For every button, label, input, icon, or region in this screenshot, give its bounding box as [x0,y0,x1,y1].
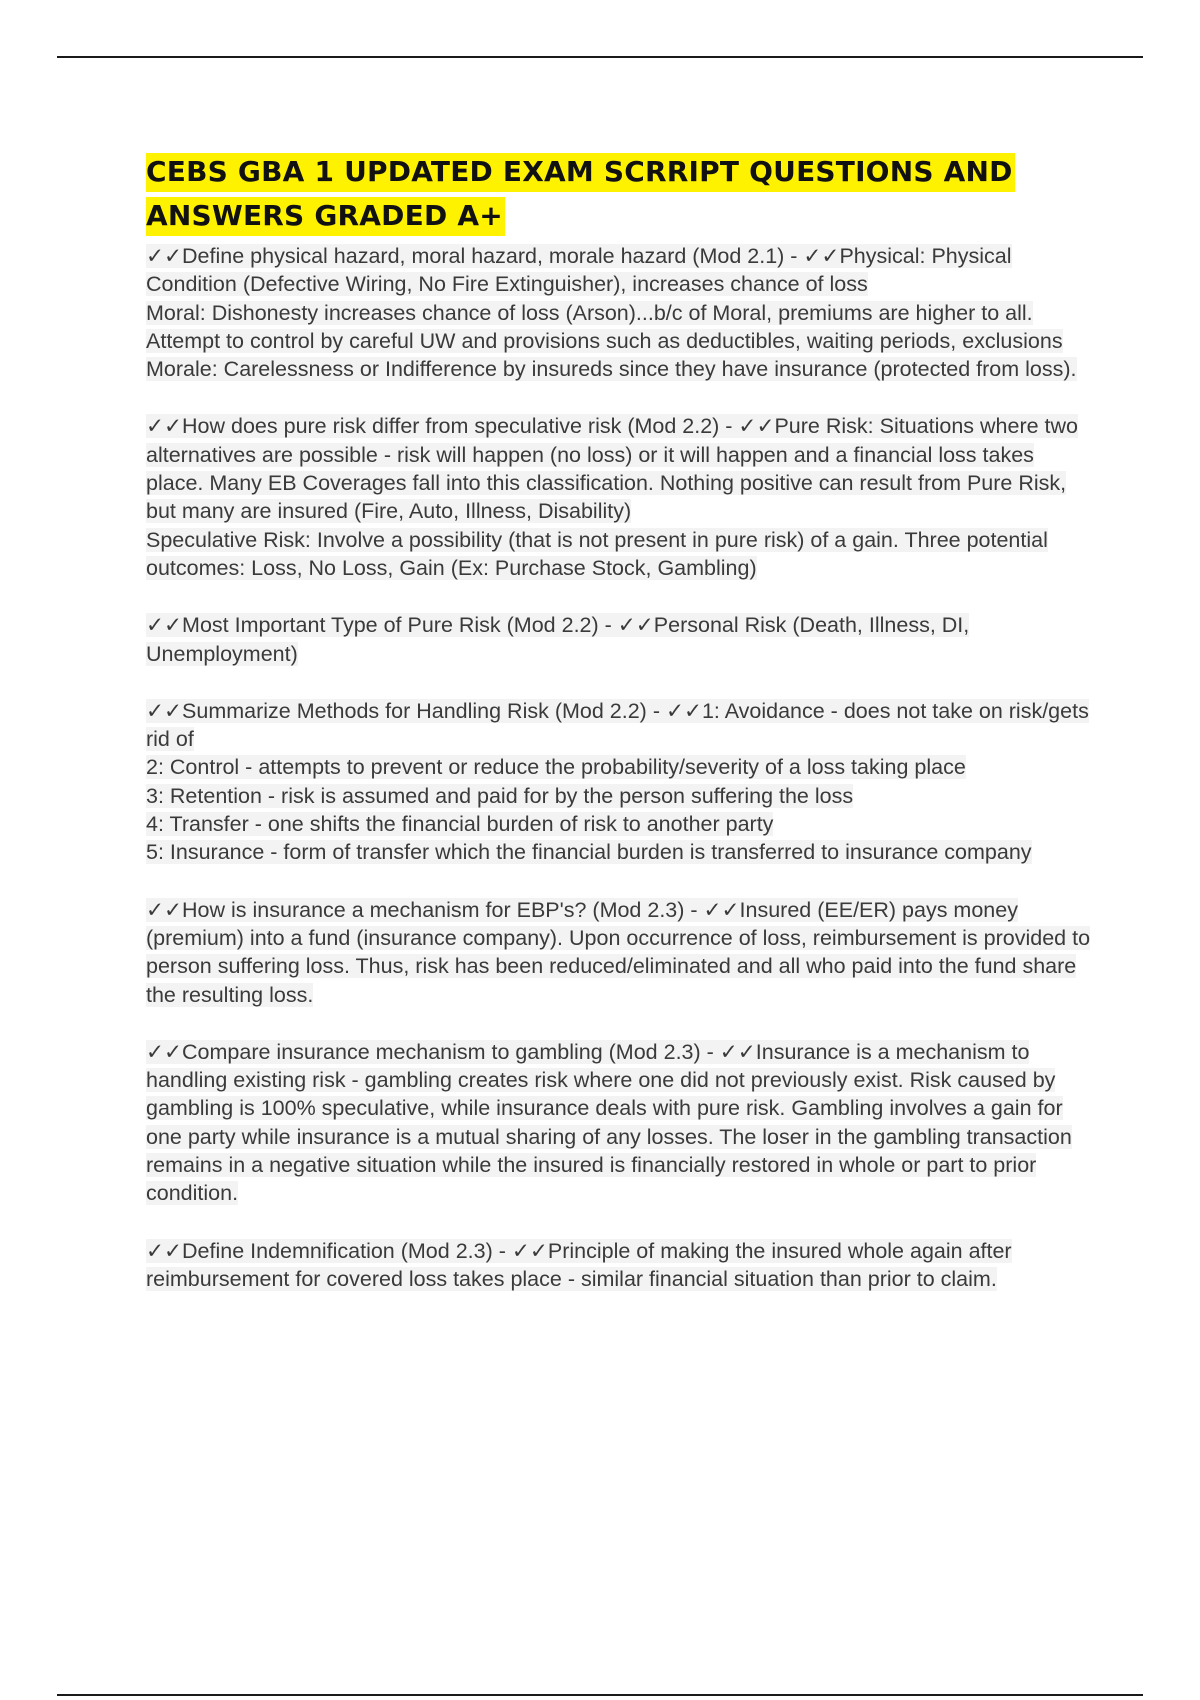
qa-entry [146,896,1096,1009]
qa-line: ✓✓How does pure risk differ from speculative risk (Mod 2.2) - ✓✓Pure Risk: Situations where two alternatives are possible - risk will happen (no loss) or it will happen and a financial loss takes place. Many EB Coverages fall into this classification. Nothing positive can result from Pure Risk, but many are insured (Fire, Auto, Illness, Disability) [146,414,1078,524]
qa-line: Morale: Carelessness or Indifference by insureds since they have insurance (protected from loss). [146,357,1077,382]
qa-line: Speculative Risk: Involve a possibility (that is not present in pure risk) of a gain. Three potential outcomes: Loss, No Loss, Gain (Ex: Purchase Stock, Gambling) [146,527,1048,580]
top-rule [57,56,1143,58]
bottom-rule [57,1694,1143,1696]
qa-line: ✓✓Compare insurance mechanism to gambling (Mod 2.3) - ✓✓Insurance is a mechanism to handling existing risk - gambling creates risk where one did not previously exist. Risk caused by gambling is 100% speculative, while insurance deals with pure risk. Gambling involves a gain for one party while insurance is a mutual sharing of any losses. The loser in the gambling transaction remains in a negative situation while the insured is financially restored in whole or part to prior condition. [146,1039,1072,1206]
qa-entry [146,1038,1096,1208]
qa-line: 4: Transfer - one shifts the financial burden of risk to another party [146,812,774,837]
qa-line: 3: Retention - risk is assumed and paid for by the person suffering the loss [146,783,854,808]
qa-line: ✓✓How is insurance a mechanism for EBP's? (Mod 2.3) - ✓✓Insured (EE/ER) pays money (premium) into a fund (insurance company). Upon occurrence of loss, reimbursement is provided to person suffering loss. Thus, risk has been reduced/eliminated and all who paid into the fund share the resulting loss. [146,897,1091,1007]
qa-line: 2: Control - attempts to prevent or reduce the probability/severity of a loss taking place [146,755,966,780]
qa-entry [146,1237,1096,1294]
qa-line: ✓✓Define Indemnification (Mod 2.3) - ✓✓Principle of making the insured whole again after reimbursement for covered loss takes place - similar financial situation than prior to claim. [146,1238,1012,1291]
title-highlight: CEBS GBA 1 UPDATED EXAM SCRRIPT QUESTIONS AND ANSWERS GRADED A+ [146,153,1015,236]
qa-line: ✓✓Summarize Methods for Handling Risk (Mod 2.2) - ✓✓1: Avoidance - does not take on risk/gets rid of [146,698,1089,752]
qa-line: 5: Insurance - form of transfer which the financial burden is transferred to insurance company [146,840,1032,865]
qa-line: ✓✓Define physical hazard, moral hazard, morale hazard (Mod 2.1) - ✓✓Physical: Physical Condition (Defective Wiring, No Fire Extinguisher), increases chance of loss [146,244,1012,297]
document-body [146,150,1096,1322]
qa-entry [146,611,1096,668]
qa-entry [146,697,1096,867]
qa-entry [146,242,1096,383]
qa-line: ✓✓Most Important Type of Pure Risk (Mod 2.2) - ✓✓Personal Risk (Death, Illness, DI, Unemployment) [146,613,970,666]
qa-entry [146,412,1096,582]
qa-line: Moral: Dishonesty increases chance of loss (Arson)...b/c of Moral, premiums are higher to all. Attempt to control by careful UW and provisions such as deductibles, waiting periods, exclusions [146,300,1063,353]
document-title [146,150,1096,238]
